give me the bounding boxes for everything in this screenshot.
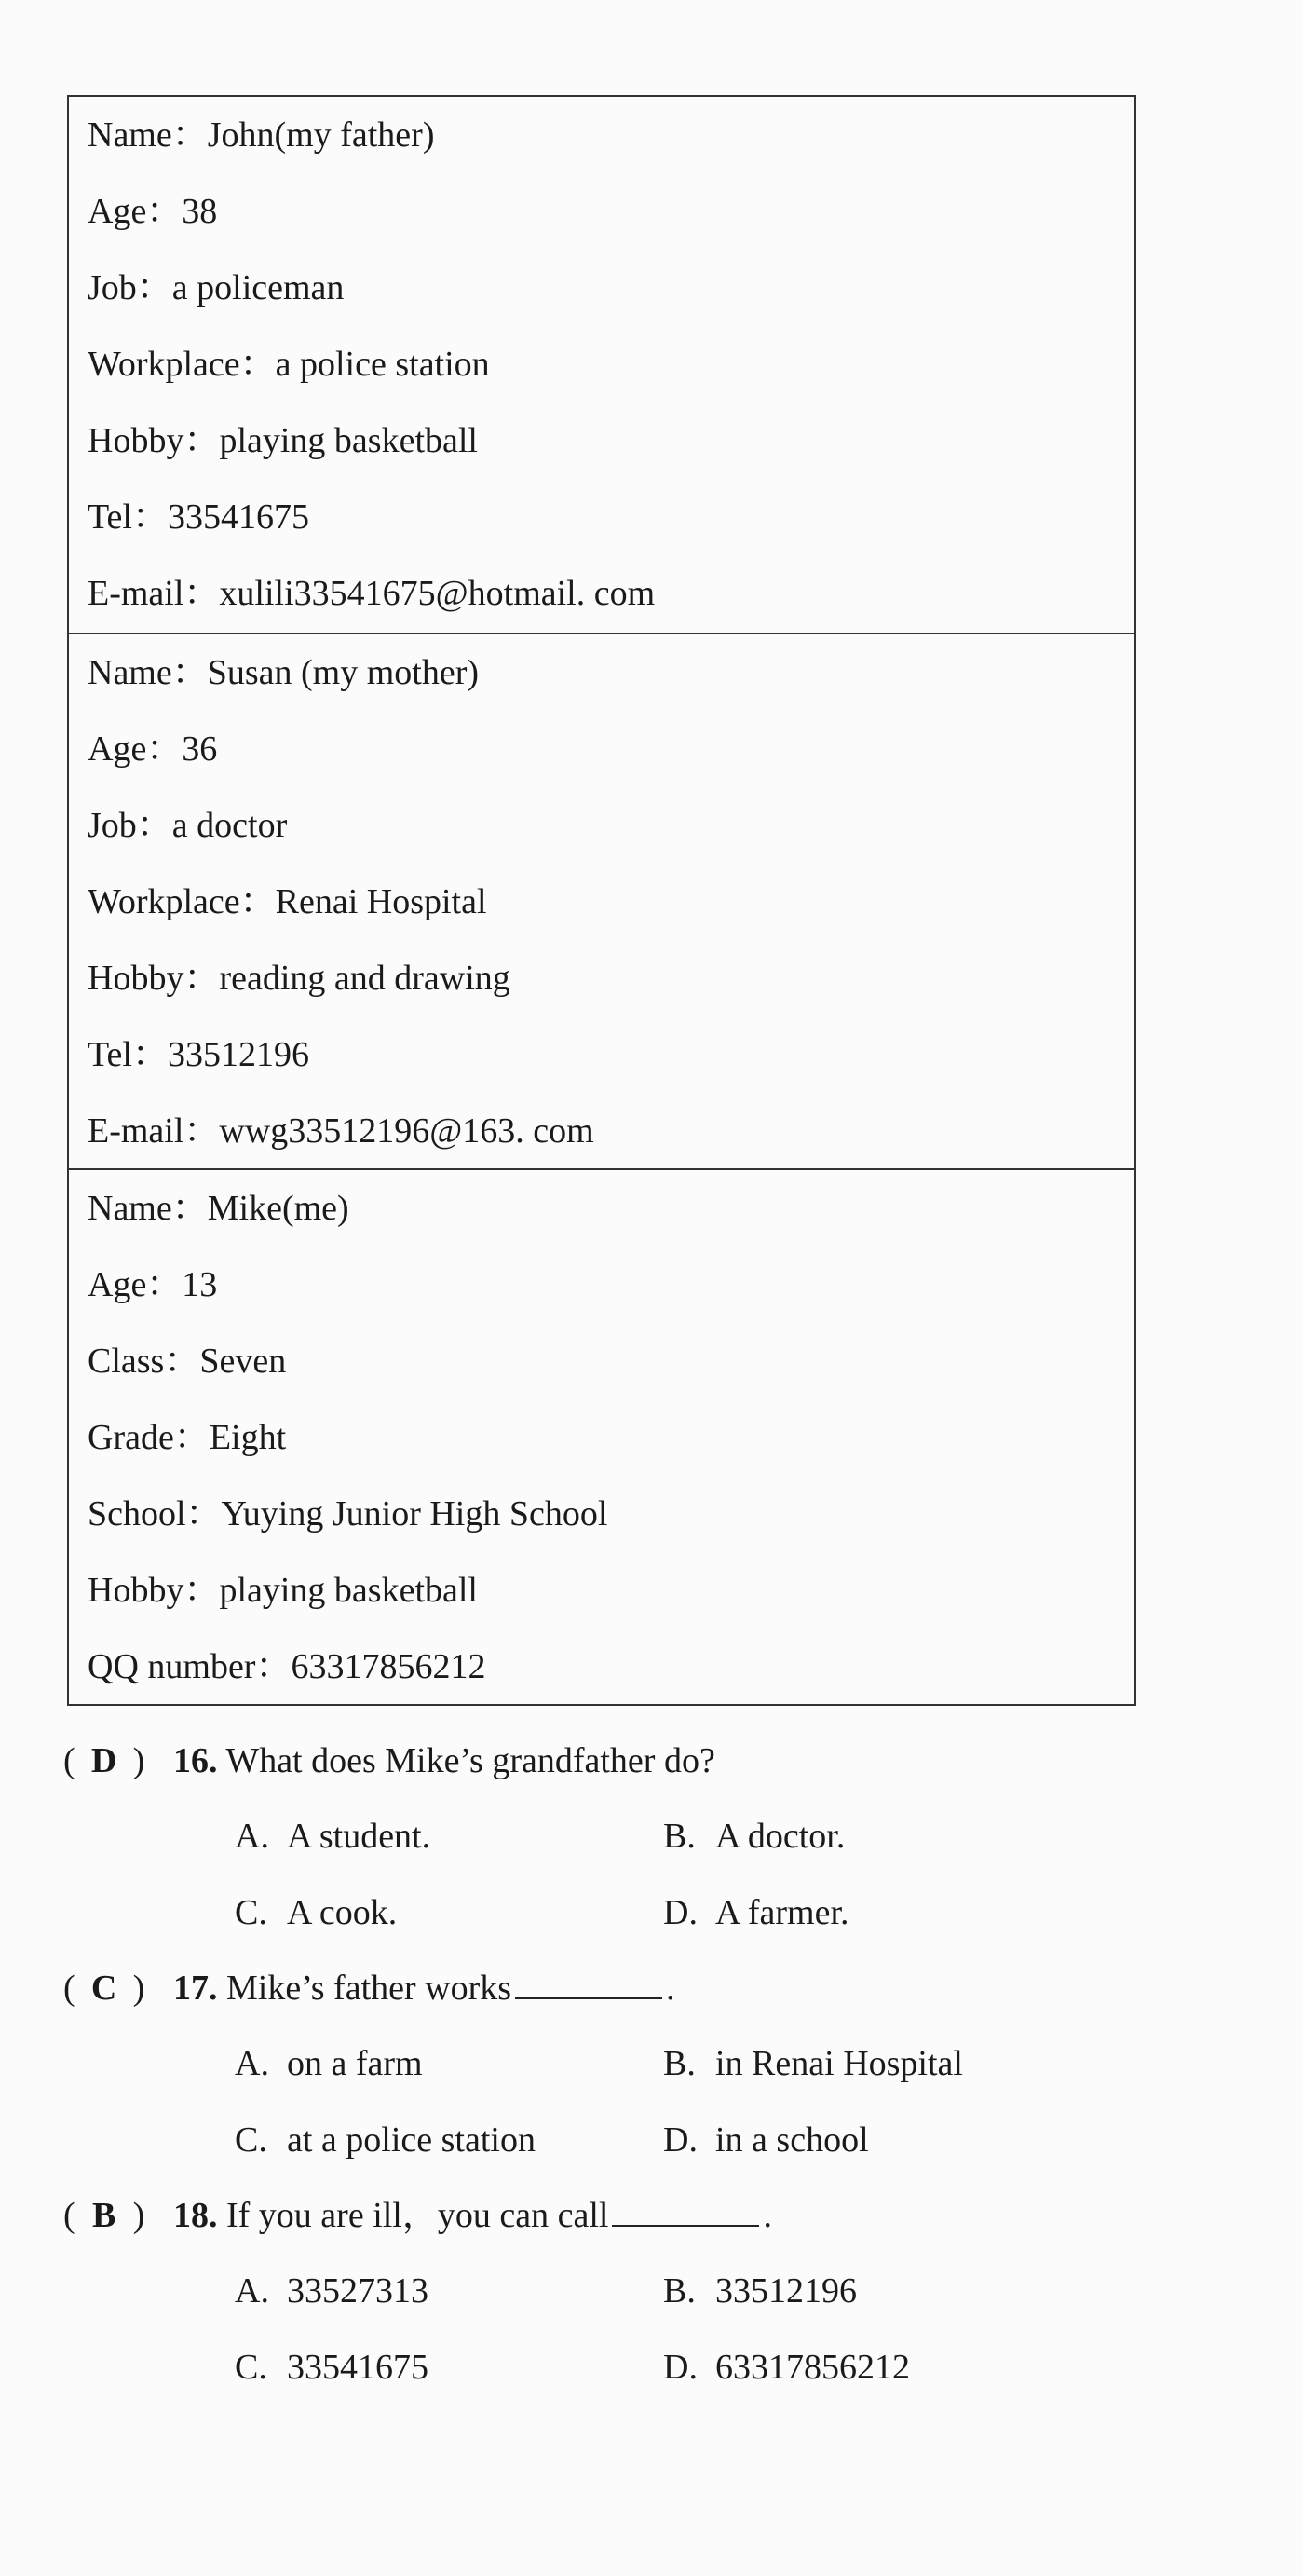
options-row	[63, 2329, 1228, 2406]
mother-name: Name：Susan (my mother)	[88, 653, 480, 692]
option-c: C. A cook.	[235, 1893, 398, 1932]
mother-workplace: Workplace：Renai Hospital	[88, 882, 487, 921]
options-row	[63, 1798, 1228, 1874]
option-d: D. 63317856212	[663, 2348, 910, 2387]
question-number: 17.	[173, 1969, 218, 2008]
option-d: D. in a school	[663, 2120, 869, 2160]
question-16	[63, 1724, 1228, 1951]
mike-school: School：Yuying Junior High School	[88, 1494, 608, 1533]
mother-email: E-mail：wwg33512196@163. com	[88, 1111, 594, 1151]
answer-letter: B	[91, 2196, 116, 2235]
mike-age: Age：13	[88, 1265, 218, 1304]
question-stem: ( C ) 17. Mike’s father works .	[63, 1951, 1228, 2025]
mother-hobby: Hobby：reading and drawing	[88, 959, 510, 998]
mike-name: Name：Mike(me)	[88, 1189, 349, 1228]
answer-bracket: ( B )	[63, 2178, 173, 2253]
father-hobby: Hobby：playing basketball	[88, 421, 478, 460]
option-d: D. A farmer.	[663, 1893, 849, 1932]
answer-bracket: ( C )	[63, 1951, 173, 2025]
answer-letter: D	[90, 1741, 117, 1780]
options-row	[63, 2253, 1228, 2329]
questions	[63, 1724, 1228, 2406]
option-a: A. A student.	[235, 1817, 431, 1856]
options-row	[63, 1874, 1228, 1951]
question-17	[63, 1951, 1228, 2178]
option-b: B. A doctor.	[663, 1817, 846, 1856]
mother-tel: Tel：33512196	[88, 1035, 309, 1074]
father-name: Name：John(my father)	[88, 116, 435, 155]
question-number: 16.	[173, 1741, 218, 1780]
answer-bracket: ( D )	[63, 1724, 173, 1798]
mike-qq-number: QQ number：63317856212	[88, 1647, 486, 1686]
mike-class: Class：Seven	[88, 1342, 287, 1381]
mother-age: Age：36	[88, 729, 218, 769]
options-row	[63, 2102, 1228, 2178]
question-number: 18.	[173, 2196, 218, 2235]
question-stem	[63, 1724, 1228, 1798]
question-stem: ( B ) 18. If you are ill，you can call .	[63, 2178, 1228, 2253]
mother-job: Job：a doctor	[88, 806, 288, 845]
option-c: C. 33541675	[235, 2348, 428, 2387]
father-age: Age：38	[88, 192, 218, 231]
question-18	[63, 2178, 1228, 2406]
option-b: B. in Renai Hospital	[663, 2044, 963, 2083]
mike-grade: Grade：Eight	[88, 1418, 287, 1457]
info-table	[67, 95, 1136, 1706]
option-b: B. 33512196	[663, 2271, 857, 2310]
option-c: C. at a police station	[235, 2120, 536, 2160]
answer-blank	[515, 1966, 662, 1999]
mother-info-section	[69, 633, 1134, 1168]
mike-hobby: Hobby：playing basketball	[88, 1571, 478, 1610]
question-text: If you are ill，you can call	[226, 2196, 609, 2235]
father-job: Job：a policeman	[88, 268, 345, 307]
father-workplace: Workplace：a police station	[88, 345, 490, 384]
option-a: A. on a farm	[235, 2044, 423, 2083]
father-email: E-mail：xulili33541675@hotmail. com	[88, 574, 656, 613]
father-tel: Tel：33541675	[88, 497, 309, 537]
mike-info-section	[69, 1168, 1134, 1704]
options-row	[63, 2025, 1228, 2102]
father-info-section	[69, 97, 1134, 633]
question-text: Mike’s father works	[226, 1969, 512, 2008]
question-text: What does Mike’s grandfather do?	[225, 1741, 715, 1780]
answer-letter: C	[90, 1969, 117, 2008]
option-a: A. 33527313	[235, 2271, 428, 2310]
answer-blank	[612, 2193, 759, 2227]
